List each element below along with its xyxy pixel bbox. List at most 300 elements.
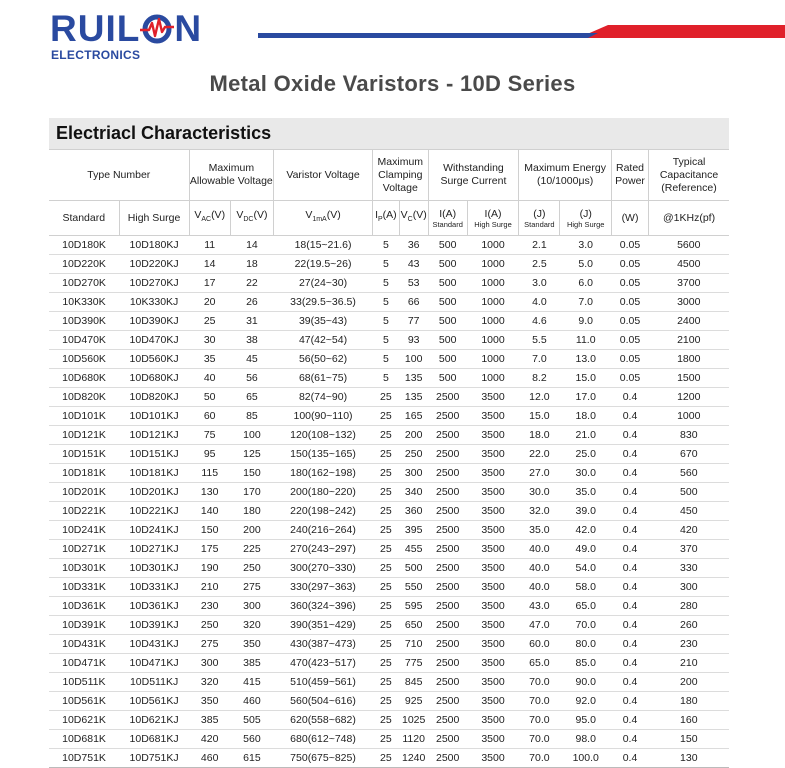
table-cell: 25 <box>372 388 399 407</box>
table-cell: 3500 <box>467 749 519 768</box>
header-type-number: Type Number <box>49 150 189 201</box>
table-cell: 135 <box>399 369 428 388</box>
table-row <box>49 711 729 730</box>
header-energy: Maximum Energy (10/1000μs) <box>519 150 612 201</box>
table-cell: 925 <box>399 692 428 711</box>
table-cell: 30.0 <box>519 483 560 502</box>
table-cell: 58.0 <box>560 578 612 597</box>
table-cell: 125 <box>230 445 273 464</box>
table-cell: 460 <box>189 749 230 768</box>
table-cell: 3500 <box>467 464 519 483</box>
table-cell: 210 <box>189 578 230 597</box>
table-cell: 250 <box>189 616 230 635</box>
header-vc: $V_C(V)$ <box>399 201 428 236</box>
table-cell: 40 <box>189 369 230 388</box>
table-cell: 77 <box>399 312 428 331</box>
table-cell: 230 <box>189 597 230 616</box>
table-cell: 38 <box>230 331 273 350</box>
table-cell: 2500 <box>428 673 467 692</box>
table-cell: 10D470KJ <box>119 331 189 350</box>
header-capacitance: Typical Capacitance (Reference) <box>649 150 729 201</box>
table-cell: 775 <box>399 654 428 673</box>
table-cell: 3500 <box>467 540 519 559</box>
table-cell: 80.0 <box>560 635 612 654</box>
table-cell: 500 <box>428 274 467 293</box>
table-cell: 5.5 <box>519 331 560 350</box>
table-cell: 2500 <box>428 483 467 502</box>
table-cell: 650 <box>399 616 428 635</box>
table-cell: 300 <box>189 654 230 673</box>
table-cell: 12.0 <box>519 388 560 407</box>
table-row <box>49 274 729 293</box>
table-row <box>49 730 729 749</box>
table-cell: 220(198~242) <box>274 502 373 521</box>
table-cell: 18.0 <box>519 426 560 445</box>
table-cell: 35.0 <box>519 521 560 540</box>
table-cell: 25 <box>372 464 399 483</box>
table-cell: 70.0 <box>519 711 560 730</box>
table-cell: 2.1 <box>519 236 560 255</box>
table-body <box>49 236 729 768</box>
table-cell: 3500 <box>467 578 519 597</box>
table-cell: 25 <box>372 692 399 711</box>
table-cell: 130 <box>189 483 230 502</box>
table-cell: 5.0 <box>560 255 612 274</box>
table-cell: 3500 <box>467 597 519 616</box>
table-cell: 1000 <box>467 236 519 255</box>
table-cell: 25.0 <box>560 445 612 464</box>
table-cell: 5 <box>372 293 399 312</box>
table-row <box>49 293 729 312</box>
table-cell: 21.0 <box>560 426 612 445</box>
table-cell: 360(324~396) <box>274 597 373 616</box>
table-cell: 22.0 <box>519 445 560 464</box>
header-vac: $V_{AC}(V)$ <box>189 201 230 236</box>
table-cell: 0.4 <box>611 730 648 749</box>
table-cell: 500 <box>428 350 467 369</box>
table-row <box>49 369 729 388</box>
table-cell: 10D560K <box>49 350 119 369</box>
table-cell: 5 <box>372 369 399 388</box>
table-cell: 385 <box>189 711 230 730</box>
table-cell: 0.4 <box>611 749 648 768</box>
table-cell: 250 <box>399 445 428 464</box>
table-cell: 2500 <box>428 521 467 540</box>
table-cell: 82(74~90) <box>274 388 373 407</box>
table-cell: 10D361K <box>49 597 119 616</box>
table-cell: 120(108~132) <box>274 426 373 445</box>
table-cell: 10D181KJ <box>119 464 189 483</box>
table-cell: 26 <box>230 293 273 312</box>
table-cell: 10D220KJ <box>119 255 189 274</box>
table-cell: 3500 <box>467 616 519 635</box>
table-cell: 200 <box>230 521 273 540</box>
table-cell: 18(15~21.6) <box>274 236 373 255</box>
table-cell: 0.4 <box>611 559 648 578</box>
table-cell: 68(61~75) <box>274 369 373 388</box>
table-cell: 43 <box>399 255 428 274</box>
table-cell: 2500 <box>428 597 467 616</box>
table-cell: 180 <box>230 502 273 521</box>
table-cell: 2500 <box>428 445 467 464</box>
table-cell: 0.4 <box>611 540 648 559</box>
table-cell: 25 <box>372 426 399 445</box>
table-cell: 54.0 <box>560 559 612 578</box>
table-row <box>49 464 729 483</box>
table-cell: 3500 <box>467 407 519 426</box>
table-cell: 1000 <box>467 369 519 388</box>
table-cell: 25 <box>372 445 399 464</box>
table-cell: 22(19.5~26) <box>274 255 373 274</box>
table-cell: 135 <box>399 388 428 407</box>
table-cell: 2500 <box>428 407 467 426</box>
header-energy-standard: (J) Standard <box>519 201 560 236</box>
table-cell: 70.0 <box>560 616 612 635</box>
table-cell: 620(558~682) <box>274 711 373 730</box>
header-surge-standard: I(A) Standard <box>428 201 467 236</box>
table-cell: 14 <box>230 236 273 255</box>
table-cell: 100 <box>399 350 428 369</box>
table-cell: 500 <box>428 255 467 274</box>
table-cell: 340 <box>399 483 428 502</box>
table-cell: 615 <box>230 749 273 768</box>
table-cell: 56 <box>230 369 273 388</box>
table-cell: 0.05 <box>611 312 648 331</box>
table-cell: 4.6 <box>519 312 560 331</box>
table-cell: 10K330KJ <box>119 293 189 312</box>
table-cell: 95 <box>189 445 230 464</box>
table-cell: 0.4 <box>611 445 648 464</box>
table-cell: 0.05 <box>611 350 648 369</box>
table-cell: 10D151K <box>49 445 119 464</box>
table-cell: 1200 <box>649 388 729 407</box>
table-cell: 3500 <box>467 654 519 673</box>
table-cell: 5 <box>372 350 399 369</box>
table-cell: 3500 <box>467 559 519 578</box>
table-cell: 230 <box>649 635 729 654</box>
table-cell: 1800 <box>649 350 729 369</box>
table-header-row-units <box>49 201 729 236</box>
header-surge: Withstanding Surge Current <box>428 150 519 201</box>
table-cell: 430(387~473) <box>274 635 373 654</box>
header-v1ma: $V_{1mA}(V)$ <box>274 201 373 236</box>
table-cell: 180(162~198) <box>274 464 373 483</box>
table-cell: 2400 <box>649 312 729 331</box>
table-row <box>49 350 729 369</box>
table-cell: 70.0 <box>519 730 560 749</box>
table-cell: 2500 <box>428 559 467 578</box>
header-power-unit: (W) <box>611 201 648 236</box>
table-cell: 1000 <box>467 312 519 331</box>
table-cell: 300 <box>230 597 273 616</box>
table-cell: 455 <box>399 540 428 559</box>
table-cell: 1000 <box>467 350 519 369</box>
table-cell: 25 <box>372 502 399 521</box>
ruilon-logo <box>50 8 240 63</box>
table-cell: 8.2 <box>519 369 560 388</box>
table-cell: 3.0 <box>519 274 560 293</box>
table-cell: 17.0 <box>560 388 612 407</box>
header-ip: $I_P(A)$ <box>372 201 399 236</box>
table-cell: 10D391K <box>49 616 119 635</box>
table-cell: 0.4 <box>611 635 648 654</box>
table-cell: 2500 <box>428 426 467 445</box>
table-cell: 505 <box>230 711 273 730</box>
table-cell: 200 <box>399 426 428 445</box>
header-standard: Standard <box>49 201 119 236</box>
table-cell: 680(612~748) <box>274 730 373 749</box>
table-cell: 10K330K <box>49 293 119 312</box>
table-row <box>49 407 729 426</box>
table-cell: 160 <box>649 711 729 730</box>
table-cell: 2500 <box>428 654 467 673</box>
table-cell: 190 <box>189 559 230 578</box>
table-cell: 1500 <box>649 369 729 388</box>
table-cell: 500 <box>428 369 467 388</box>
table-cell: 3500 <box>467 388 519 407</box>
table-cell: 25 <box>372 635 399 654</box>
table-cell: 330(297~363) <box>274 578 373 597</box>
table-cell: 10D331K <box>49 578 119 597</box>
table-cell: 25 <box>372 673 399 692</box>
table-cell: 170 <box>230 483 273 502</box>
table-cell: 500 <box>649 483 729 502</box>
table-cell: 0.4 <box>611 407 648 426</box>
header-varistor-voltage: Varistor Voltage <box>274 150 373 201</box>
brand-right: N <box>174 8 203 49</box>
table-cell: 0.05 <box>611 236 648 255</box>
table-cell: 1240 <box>399 749 428 768</box>
table-cell: 10D391KJ <box>119 616 189 635</box>
table-cell: 560(504~616) <box>274 692 373 711</box>
table-cell: 2500 <box>428 502 467 521</box>
table-cell: 20 <box>189 293 230 312</box>
table-row <box>49 502 729 521</box>
table-cell: 18 <box>230 255 273 274</box>
table-cell: 10D681K <box>49 730 119 749</box>
table-cell: 85.0 <box>560 654 612 673</box>
table-cell: 25 <box>372 559 399 578</box>
table-cell: 60 <box>189 407 230 426</box>
table-cell: 1025 <box>399 711 428 730</box>
table-cell: 260 <box>649 616 729 635</box>
table-cell: 18.0 <box>560 407 612 426</box>
table-cell: 13.0 <box>560 350 612 369</box>
table-cell: 3500 <box>467 445 519 464</box>
table-cell: 10D621K <box>49 711 119 730</box>
table-cell: 180 <box>649 692 729 711</box>
table-cell: 10D180K <box>49 236 119 255</box>
table-cell: 370 <box>649 540 729 559</box>
table-cell: 360 <box>399 502 428 521</box>
table-cell: 30 <box>189 331 230 350</box>
table-cell: 3700 <box>649 274 729 293</box>
table-cell: 320 <box>230 616 273 635</box>
table-cell: 200 <box>649 673 729 692</box>
table-cell: 165 <box>399 407 428 426</box>
table-cell: 10D181K <box>49 464 119 483</box>
table-cell: 200(180~220) <box>274 483 373 502</box>
table-cell: 500 <box>428 331 467 350</box>
table-cell: 150 <box>189 521 230 540</box>
table-cell: 14 <box>189 255 230 274</box>
table-cell: 11 <box>189 236 230 255</box>
table-cell: 0.4 <box>611 521 648 540</box>
table-cell: 66 <box>399 293 428 312</box>
table-cell: 2500 <box>428 388 467 407</box>
table-cell: 240(216~264) <box>274 521 373 540</box>
table-cell: 0.4 <box>611 673 648 692</box>
brand-name <box>50 8 202 50</box>
table-cell: 10D390KJ <box>119 312 189 331</box>
table-cell: 3500 <box>467 635 519 654</box>
table-cell: 420 <box>649 521 729 540</box>
table-cell: 10D820KJ <box>119 388 189 407</box>
table-cell: 42.0 <box>560 521 612 540</box>
table-header-row-groups <box>49 150 729 201</box>
table-cell: 50 <box>189 388 230 407</box>
table-cell: 275 <box>230 578 273 597</box>
table-row <box>49 521 729 540</box>
table-cell: 150 <box>649 730 729 749</box>
table-cell: 3500 <box>467 521 519 540</box>
header-vdc: $V_{DC}(V)$ <box>230 201 273 236</box>
table-row <box>49 559 729 578</box>
table-row <box>49 654 729 673</box>
table-cell: 3500 <box>467 502 519 521</box>
table-cell: 10D101KJ <box>119 407 189 426</box>
table-cell: 10D331KJ <box>119 578 189 597</box>
table-cell: 830 <box>649 426 729 445</box>
table-cell: 95.0 <box>560 711 612 730</box>
table-cell: 2500 <box>428 578 467 597</box>
table-cell: 0.4 <box>611 502 648 521</box>
table-cell: 5 <box>372 274 399 293</box>
table-cell: 130 <box>649 749 729 768</box>
table-cell: 27(24~30) <box>274 274 373 293</box>
table-cell: 10D680KJ <box>119 369 189 388</box>
table-cell: 150 <box>230 464 273 483</box>
table-cell: 25 <box>372 730 399 749</box>
table-cell: 350 <box>230 635 273 654</box>
table-cell: 60.0 <box>519 635 560 654</box>
table-cell: 10D751KJ <box>119 749 189 768</box>
table-cell: 25 <box>372 483 399 502</box>
table-cell: 2500 <box>428 635 467 654</box>
table-cell: 100 <box>230 426 273 445</box>
table-cell: 10D271KJ <box>119 540 189 559</box>
table-row <box>49 388 729 407</box>
table-cell: 1000 <box>467 255 519 274</box>
table-cell: 0.4 <box>611 711 648 730</box>
table-cell: 10D270KJ <box>119 274 189 293</box>
table-cell: 98.0 <box>560 730 612 749</box>
table-cell: 5 <box>372 331 399 350</box>
table-cell: 300 <box>399 464 428 483</box>
table-cell: 140 <box>189 502 230 521</box>
table-cell: 2500 <box>428 711 467 730</box>
table-cell: 25 <box>372 407 399 426</box>
table-cell: 2.5 <box>519 255 560 274</box>
table-cell: 10D471KJ <box>119 654 189 673</box>
table-cell: 40.0 <box>519 578 560 597</box>
table-cell: 35 <box>189 350 230 369</box>
table-cell: 0.4 <box>611 578 648 597</box>
table-cell: 10D680K <box>49 369 119 388</box>
table-cell: 25 <box>372 578 399 597</box>
table-cell: 845 <box>399 673 428 692</box>
table-cell: 0.4 <box>611 483 648 502</box>
table-cell: 31 <box>230 312 273 331</box>
header-stripe <box>258 25 785 38</box>
table-row <box>49 616 729 635</box>
table-cell: 5600 <box>649 236 729 255</box>
table-cell: 2500 <box>428 730 467 749</box>
brand-left: RUIL <box>50 8 141 49</box>
table-cell: 460 <box>230 692 273 711</box>
table-cell: 15.0 <box>519 407 560 426</box>
table-cell: 75 <box>189 426 230 445</box>
table-cell: 2100 <box>649 331 729 350</box>
table-cell: 3500 <box>467 483 519 502</box>
table-cell: 10D431K <box>49 635 119 654</box>
table-row <box>49 692 729 711</box>
table-cell: 510(459~561) <box>274 673 373 692</box>
table-cell: 40.0 <box>519 540 560 559</box>
table-cell: 3500 <box>467 711 519 730</box>
table-cell: 3500 <box>467 692 519 711</box>
header-clamping: Maximum Clamping Voltage <box>372 150 428 201</box>
table-cell: 10D561K <box>49 692 119 711</box>
table-row <box>49 426 729 445</box>
table-cell: 10D201K <box>49 483 119 502</box>
table-row <box>49 635 729 654</box>
table-cell: 10D241KJ <box>119 521 189 540</box>
table-cell: 270(243~297) <box>274 540 373 559</box>
table-cell: 25 <box>372 597 399 616</box>
table-cell: 3500 <box>467 673 519 692</box>
table-cell: 0.05 <box>611 293 648 312</box>
table-cell: 10D561KJ <box>119 692 189 711</box>
table-cell: 9.0 <box>560 312 612 331</box>
header-high-surge: High Surge <box>119 201 189 236</box>
table-cell: 10D270K <box>49 274 119 293</box>
table-cell: 0.4 <box>611 597 648 616</box>
table-cell: 750(675~825) <box>274 749 373 768</box>
table-row <box>49 255 729 274</box>
table-cell: 1000 <box>467 274 519 293</box>
table-cell: 17 <box>189 274 230 293</box>
table-cell: 22 <box>230 274 273 293</box>
table-cell: 500 <box>428 293 467 312</box>
table-cell: 1000 <box>649 407 729 426</box>
header-energy-high: (J) High Surge <box>560 201 612 236</box>
table-cell: 115 <box>189 464 230 483</box>
table-cell: 275 <box>189 635 230 654</box>
table-cell: 10D121KJ <box>119 426 189 445</box>
table-cell: 350 <box>189 692 230 711</box>
table-cell: 550 <box>399 578 428 597</box>
table-cell: 300(270~330) <box>274 559 373 578</box>
table-cell: 92.0 <box>560 692 612 711</box>
table-cell: 11.0 <box>560 331 612 350</box>
table-cell: 1120 <box>399 730 428 749</box>
table-cell: 0.4 <box>611 388 648 407</box>
table-cell: 25 <box>372 521 399 540</box>
table-cell: 0.4 <box>611 692 648 711</box>
table-cell: 500 <box>428 236 467 255</box>
table-cell: 3500 <box>467 426 519 445</box>
